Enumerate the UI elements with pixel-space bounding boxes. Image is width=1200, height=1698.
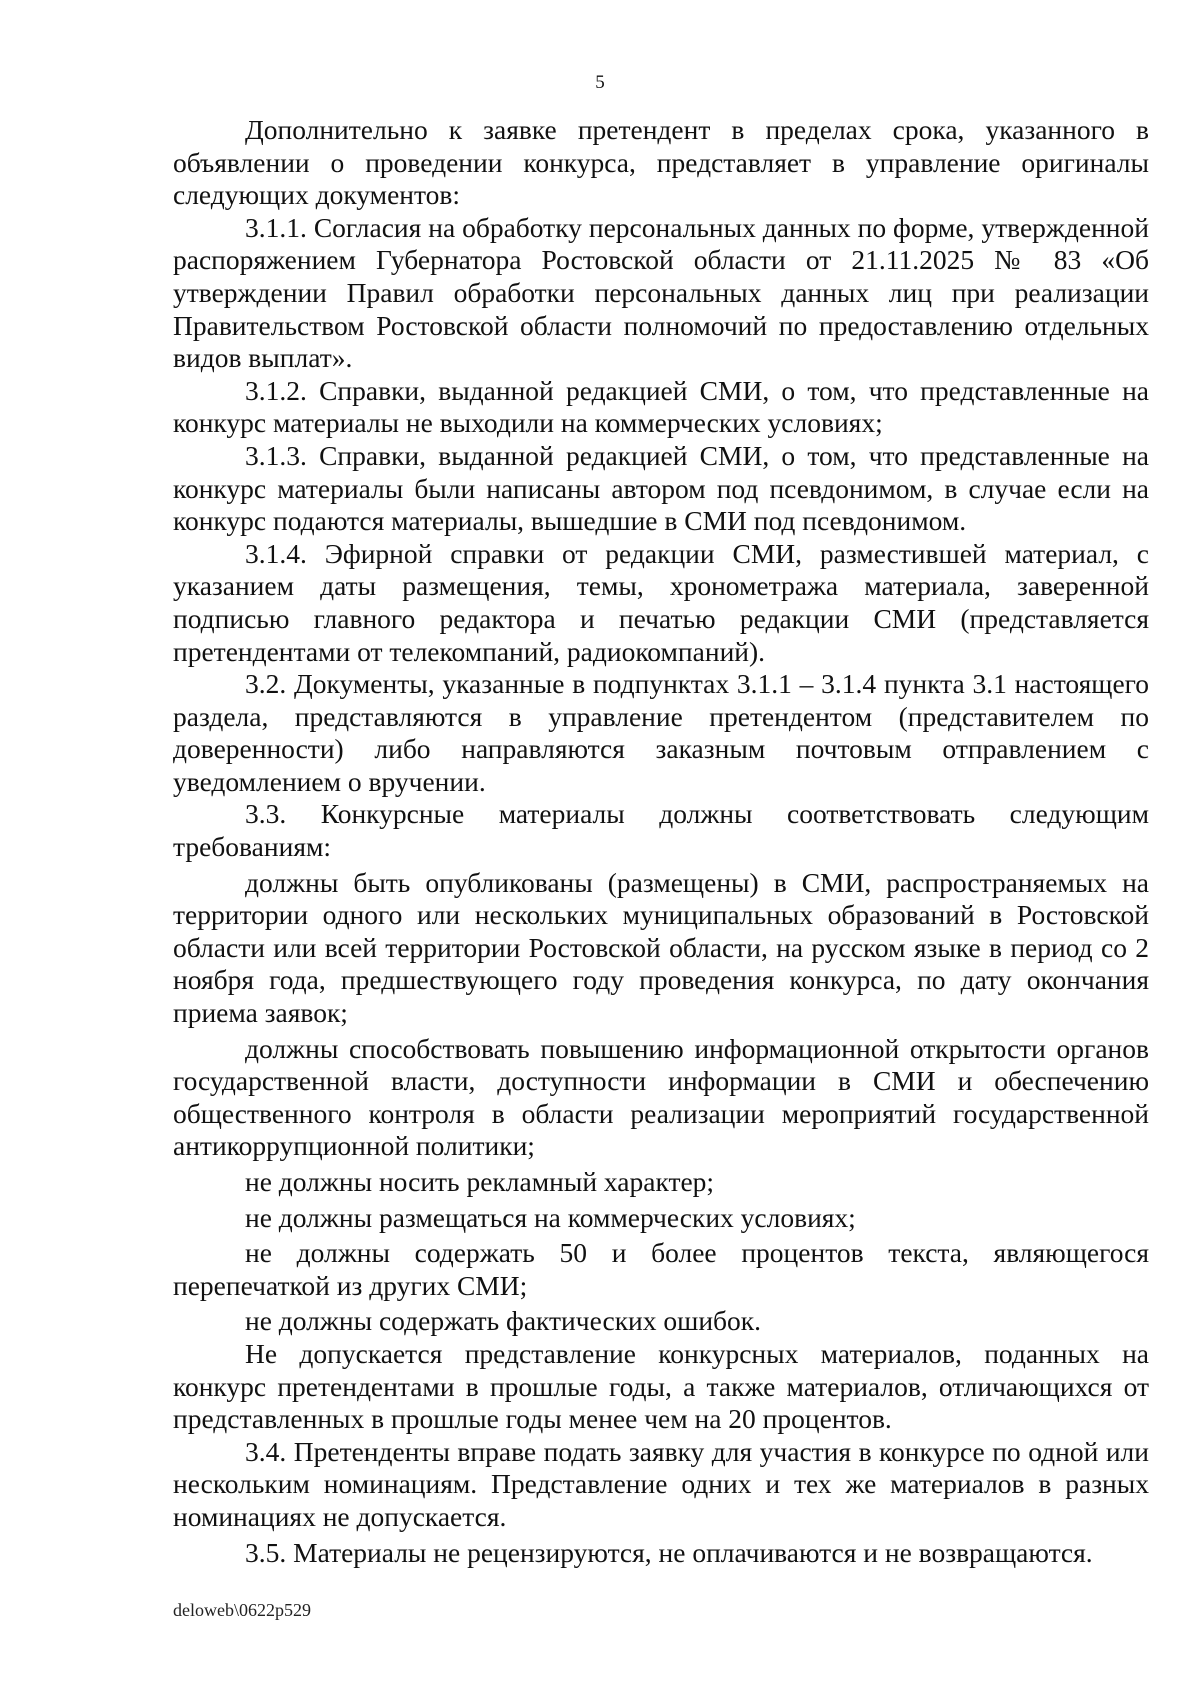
paragraph-3-1-2: 3.1.2. Справки, выданной редакцией СМИ, о том, что представленные на конкурс материалы не выходили на коммерческих условиях; [173, 374, 1149, 439]
requirement-item: должны быть опубликованы (размещены) в СМИ, распространяемых на территории одного или нескольких муниципальных образований в Ростовской области или всей территории Ростовской области, на русском языке в период со 2 ноября года, предшествующего году проведения конкурса, по дату окончания приема заявок; [173, 866, 1149, 1029]
paragraph-intro: Дополнительно к заявке претендент в пределах срока, указанного в объявлении о проведении конкурса, представляет в управление оригиналы следующих документов: [173, 114, 1149, 211]
requirement-item: должны способствовать повышению информационной открытости органов государственной власти, доступности информации в СМИ и обеспечению общественного контроля в области реализации мероприятий государственной антикоррупционной политики; [173, 1032, 1149, 1162]
paragraph-prohibition: Не допускается представление конкурсных материалов, поданных на конкурс претендентами в прошлые годы, а также материалов, отличающихся от представленных в прошлые годы менее чем на 20 процентов. [173, 1337, 1149, 1435]
requirement-item: не должны содержать 50 и более процентов текста, являющегося перепечаткой из других СМИ; [173, 1237, 1149, 1301]
paragraph-3-1-1: 3.1.1. Согласия на обработку персональных данных по форме, утвержденной распоряжением Губернатора Ростовской области от 21.11.2025 № 83 «Об утверждении Правил обработки персональных данных лиц при реализации Правительством Ростовской области полномочий по предоставлению отдельных видов выплат». [173, 211, 1149, 374]
paragraph-3-1-3: 3.1.3. Справки, выданной редакцией СМИ, о том, что представленные на конкурс материалы были написаны автором под псевдонимом, в случае если на конкурс подаются материалы, вышедшие в СМИ под псевдонимом. [173, 439, 1149, 537]
document-body [173, 114, 1149, 1569]
paragraph-3-2: 3.2. Документы, указанные в подпунктах 3.1.1 – 3.1.4 пункта 3.1 настоящего раздела, представляются в управление претендентом (представителем по доверенности) либо направляются заказным почтовым отправлением с уведомлением о вручении. [173, 668, 1149, 797]
requirement-item: не должны носить рекламный характер; [245, 1166, 715, 1197]
paragraph-3-1-4: 3.1.4. Эфирной справки от редакции СМИ, разместившей материал, с указанием даты размещения, темы, хронометража материала, заверенной подписью главного редактора и печатью редакции СМИ (представляется претендентами от телекомпаний, радиокомпаний). [173, 537, 1149, 667]
requirement-item: не должны содержать фактических ошибок. [245, 1305, 762, 1337]
paragraph-3-4: 3.4. Претенденты вправе подать заявку для участия в конкурсе по одной или нескольким номинациям. Представление одних и тех же материалов в разных номинациях не допускается. [173, 1435, 1149, 1532]
paragraph-3-3: 3.3. Конкурсные материалы должны соответствовать следующим требованиям: [173, 798, 1149, 863]
footer-file-reference: deloweb\0622p529 [173, 1600, 311, 1620]
page-number: 5 [595, 72, 605, 93]
requirement-item: не должны размещаться на коммерческих условиях; [245, 1201, 856, 1233]
paragraph-3-5: 3.5. Материалы не рецензируются, не оплачиваются и не возвращаются. [245, 1536, 1093, 1568]
